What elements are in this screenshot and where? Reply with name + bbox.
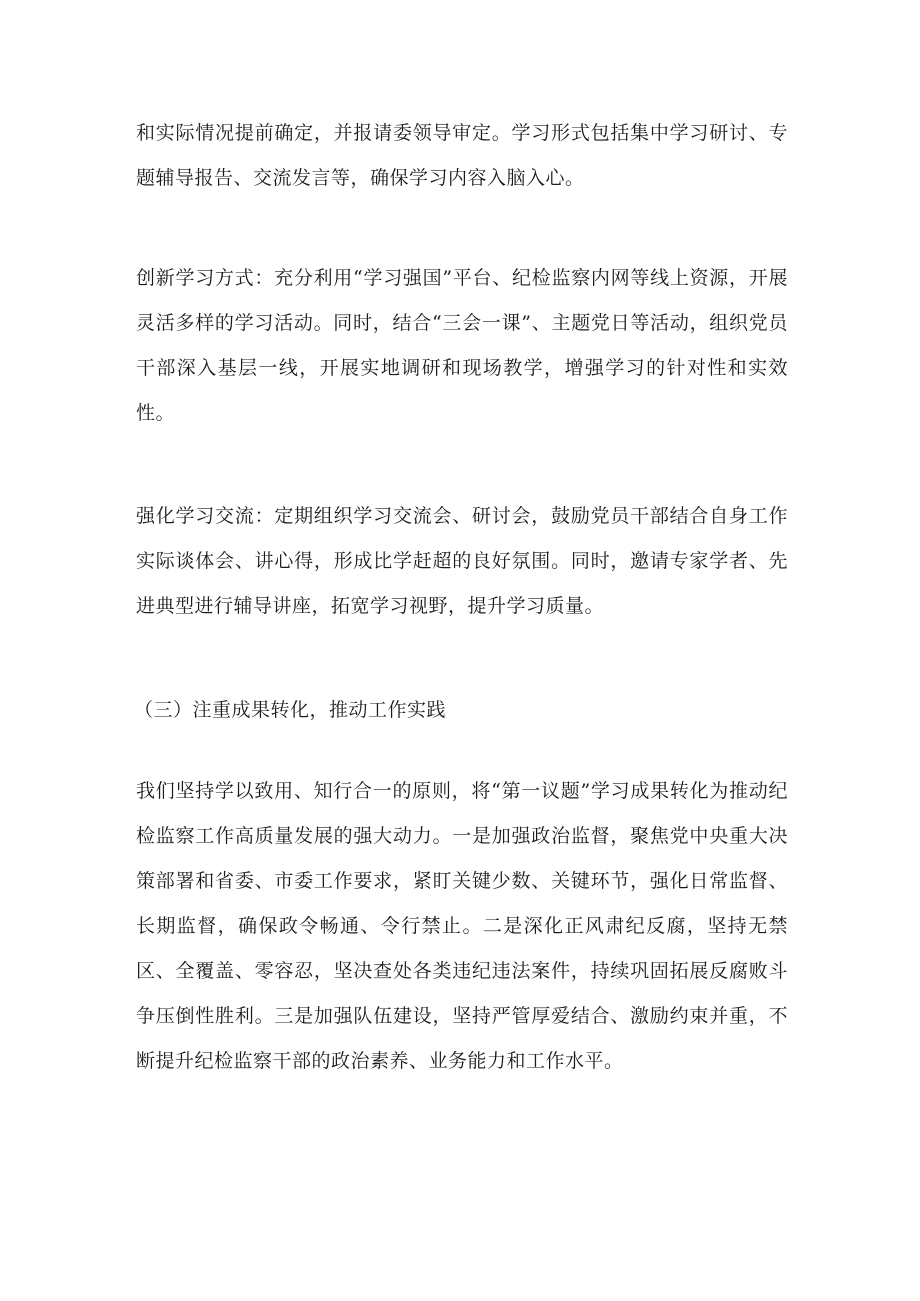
- section-heading: （三）注重成果转化，推动工作实践: [134, 699, 447, 721]
- paragraph-results-transformation: 我们坚持学以致用、知行合一的原则，将“第一议题”学习成果转化为推动纪检监察工作高质量发展的强大动力。一是加强政治监督，聚焦党中央重大决策部署和省委、市委工作要求，紧盯关键少数、关键环节，强化日常监督、长期监督，确保政令畅通、令行禁止。二是深化正风肃纪反腐，坚持无禁区、全覆盖、零容忍，坚决查处各类违纪违法案件，持续巩固拓展反腐败斗争压倒性胜利。三是加强队伍建设，坚持严管厚爱结合、激励约束并重，不断提升纪检监察干部的政治素养、业务能力和工作水平。: [136, 780, 788, 1072]
- paragraph-innovate-learning: 创新学习方式：充分利用“学习强国”平台、纪检监察内网等线上资源，开展灵活多样的学习活动。同时，结合“三会一课”、主题党日等活动，组织党员干部深入基层一线，开展实地调研和现场教学，增强学习的针对性和实效性。: [136, 267, 788, 424]
- paragraph-study-format: 和实际情况提前确定，并报请委领导审定。学习形式包括集中学习研讨、专题辅导报告、交流发言等，确保学习内容入脑入心。: [136, 122, 788, 189]
- paragraph-strengthen-exchange: 强化学习交流：定期组织学习交流会、研讨会，鼓励党员干部结合自身工作实际谈体会、讲心得，形成比学赶超的良好氛围。同时，邀请专家学者、先进典型进行辅导讲座，拓宽学习视野，提升学习质量。: [136, 505, 788, 617]
